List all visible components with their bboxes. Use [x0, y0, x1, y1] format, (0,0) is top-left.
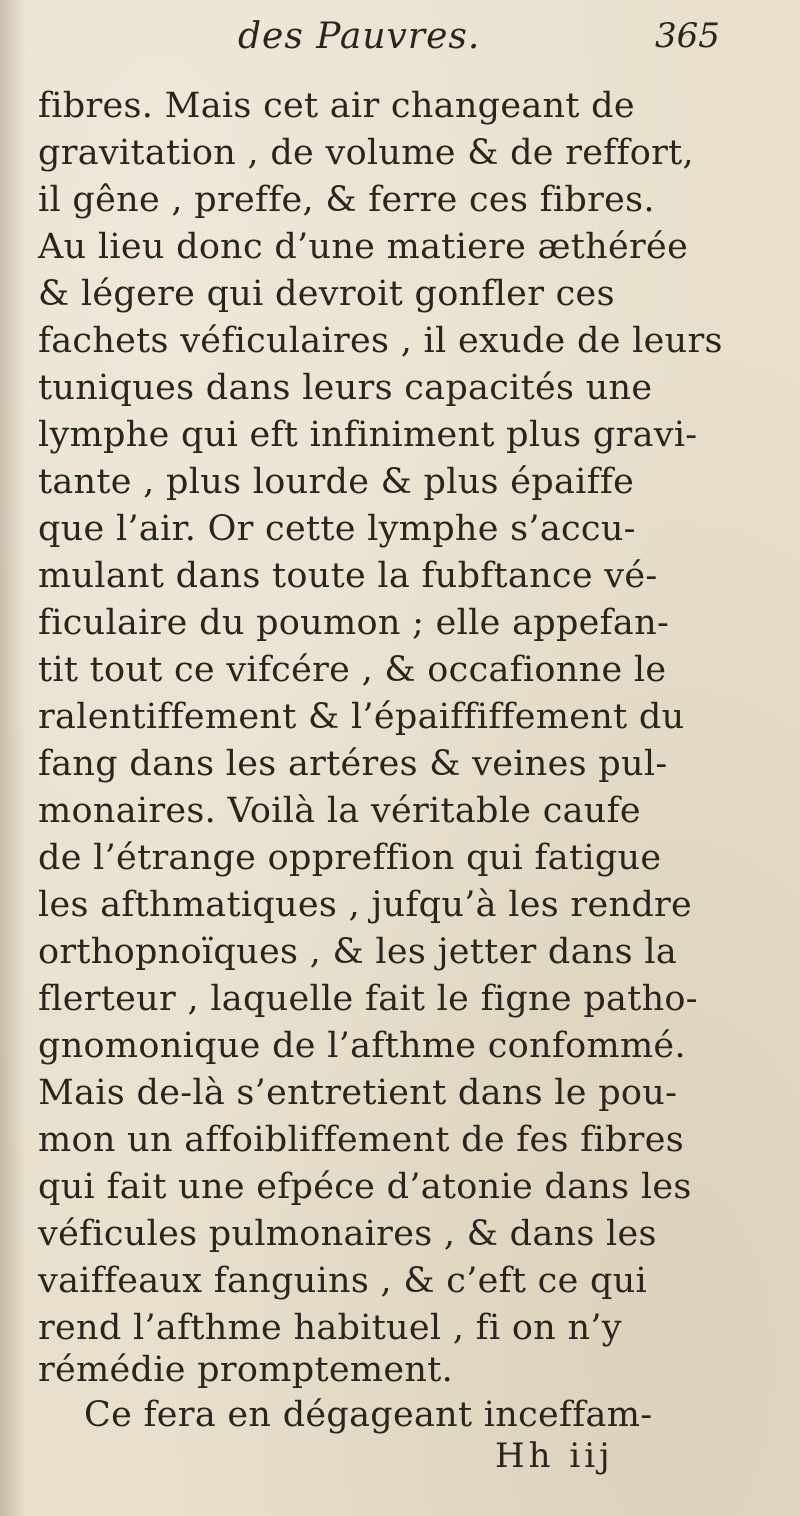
text-line-24: qui fait une efpéce d’atonie dans les [38, 1167, 692, 1207]
text-line-22: Mais de-là s’entretient dans le pou- [38, 1073, 678, 1113]
text-line-3: il gêne , preffe, & ferre ces fibres. [38, 180, 655, 220]
text-line-16: monaires. Voilà la véritable caufe [38, 791, 641, 831]
text-line-14: ralentiffement & l’épaiffiffement du [38, 697, 685, 737]
text-line-29: Ce fera en dégageant inceffam- [84, 1395, 653, 1435]
text-line-10: que l’air. Or cette lymphe s’accu- [38, 509, 636, 549]
page-number: 365 [655, 16, 720, 56]
text-line-23: mon un affoibliffement de fes fibres [38, 1120, 684, 1160]
text-line-15: fang dans les artéres & veines pul- [38, 744, 668, 784]
text-line-13: tit tout ce vifcére , & occafionne le [38, 650, 667, 690]
text-line-25: véficules pulmonaires , & dans les [38, 1214, 657, 1254]
text-line-4: Au lieu donc d’une matiere æthérée [38, 227, 689, 267]
signature-mark: Hh iij [495, 1436, 614, 1476]
page-header [0, 16, 800, 66]
running-title: des Pauvres. [238, 16, 481, 57]
text-line-27: rend l’afthme habituel , fi on n’y [38, 1308, 622, 1348]
text-line-12: ficulaire du poumon ; elle appefan- [38, 603, 670, 643]
text-line-21: gnomonique de l’afthme confommé. [38, 1026, 686, 1066]
text-line-17: de l’étrange oppreffion qui fatigue [38, 838, 662, 878]
text-line-2: gravitation , de volume & de reffort, [38, 133, 694, 173]
text-line-8: lymphe qui eft infiniment plus gravi- [38, 415, 698, 455]
text-line-6: fachets véficulaires , il exude de leurs [38, 321, 723, 361]
page-fold-shadow [0, 0, 26, 1516]
text-line-20: flerteur , laquelle fait le figne patho- [38, 979, 698, 1019]
text-line-19: orthopnoïques , & les jetter dans la [38, 932, 677, 972]
text-line-7: tuniques dans leurs capacités une [38, 368, 653, 408]
text-line-11: mulant dans toute la fubftance vé- [38, 556, 658, 596]
text-line-9: tante , plus lourde & plus épaiffe [38, 462, 635, 502]
text-line-26: vaiffeaux fanguins , & c’eft ce qui [38, 1261, 648, 1301]
text-line-5: & légere qui devroit gonfler ces [38, 274, 615, 314]
text-line-28: rémédie promptement. [38, 1350, 453, 1390]
text-line-18: les afthmatiques , jufqu’à les rendre [38, 885, 693, 925]
text-line-1: fibres. Mais cet air changeant de [38, 86, 635, 126]
